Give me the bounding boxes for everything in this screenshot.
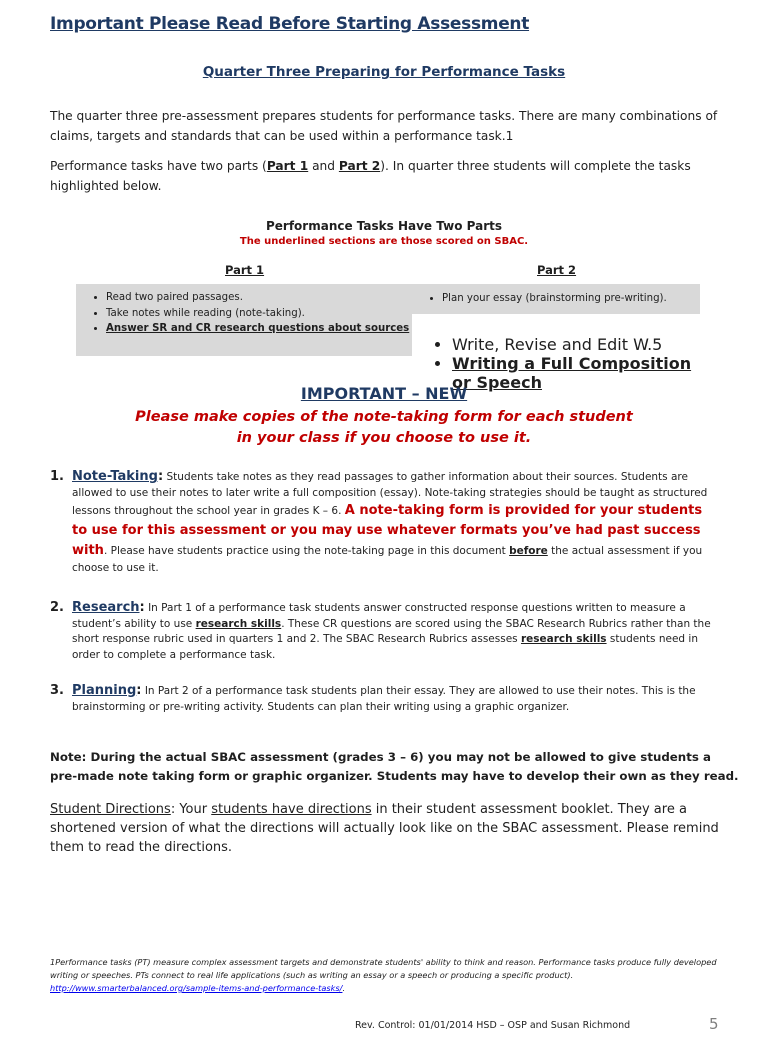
intro-paragraph-1: The quarter three pre-assessment prepares students for performance tasks. There are many combinations of claims, targets and standards that can be used within a performance task.1 <box>50 109 718 143</box>
item-planning <box>50 683 720 715</box>
directions-label: Student Directions <box>50 802 171 817</box>
item-heading: Research <box>72 600 140 615</box>
student-directions <box>50 800 740 857</box>
item-number: 2. <box>50 600 64 615</box>
intro-p2-and: and <box>308 159 339 173</box>
page-number: 5 <box>709 1015 719 1033</box>
footnote-link[interactable]: http://www.smarterbalanced.org/sample-items-and-performance-tasks/ <box>50 983 343 993</box>
item-note-taking <box>50 469 720 577</box>
directions-text: : Your <box>170 802 212 817</box>
part2-label: Part 2 <box>537 263 577 277</box>
important-line-2: in your class if you choose to use it. <box>236 430 532 446</box>
part1-item: • Answer SR and CR research questions about sources <box>106 321 412 337</box>
intro-p2-part1: Part 1 <box>266 159 309 173</box>
part2-top-cell <box>412 284 700 314</box>
item-red-text: A note-taking form is provided for your students to use for this assessment or you may use whatever formats you’ve had past success with <box>72 503 703 558</box>
part2-item: • Writing a Full Composition or Speech <box>452 354 700 392</box>
footnote <box>50 956 730 995</box>
part2-item: • Write, Revise and Edit W.5 <box>452 335 700 354</box>
part1-item: • Take notes while reading (note-taking). <box>106 306 412 322</box>
item-colon: : <box>157 469 164 484</box>
item-number: 3. <box>50 683 64 698</box>
item-heading: Note-Taking <box>72 469 158 484</box>
important-heading: IMPORTANT – NEW <box>300 384 468 403</box>
item-text: . These CR questions are scored using the SBAC Research Rubrics rather than the short response rubric used in quarters 1 and 2. The SBAC Research Rubrics assesses <box>72 617 711 645</box>
item-text: In Part 2 of a performance task students plan their essay. They are allowed to use their notes. This is the brainstorming or pre-writing activity. Students can plan their writing using a graphic organizer. <box>72 685 696 713</box>
footnote-text: 1Performance tasks (PT) measure complex assessment targets and demonstrate students' ability to think and reason. Performance tasks produce fully developed writing or speeches. PTs connect to real life applications (such as writing an essay or a speech or producing a specific product). <box>50 957 717 980</box>
item-text: Students take notes as they read passages to gather information about their sources. Students are allowed to use their notes to later write a full composition (essay). Note-taking strategies should be taught as structured lessons throughout the school year in grades K – 6. <box>72 471 708 517</box>
directions-link-text: students have directions <box>211 802 372 817</box>
item-before: before <box>509 545 548 557</box>
important-line-1: Please make copies of the note-taking form for each student <box>135 409 633 425</box>
item-colon: : <box>136 683 142 698</box>
part2-item: • Plan your essay (brainstorming pre-writing). <box>442 291 700 307</box>
intro-p2-part2: Part 2 <box>338 159 381 173</box>
part1-item: • Read two paired passages. <box>106 290 412 306</box>
revision-control: Rev. Control: 01/01/2014 HSD – OSP and Susan Richmond <box>355 1020 631 1031</box>
item-text: the actual assessment if you choose to use it. <box>72 545 703 574</box>
item-skills: research skills <box>520 633 607 645</box>
intro-paragraph-2 <box>50 156 730 196</box>
page-title: Important Please Read Before Starting Assessment <box>50 14 530 34</box>
part1-label: Part 1 <box>225 263 265 277</box>
part2-bottom-cell <box>412 314 700 392</box>
item-number: 1. <box>50 469 64 484</box>
item-research <box>50 600 720 663</box>
part1-cell <box>76 284 412 356</box>
item-text: students need in order to complete a performance task. <box>72 633 698 661</box>
note-paragraph: Note: During the actual SBAC assessment (grades 3 – 6) you may not be allowed to give students a pre-made note taking form or graphic organizer. Students may have to develop their own as they read. <box>50 750 739 783</box>
item-text: In Part 1 of a performance task students answer constructed response questions written to measure a student’s ability to use <box>72 602 686 630</box>
item-skills: research skills <box>195 617 282 630</box>
directions-text: in their student assessment booklet. They are a shortened version of what the directions will actually look like on the SBAC assessment. Please remind them to read the directions. <box>50 802 719 855</box>
intro-p2-text-a: Performance tasks have two parts ( <box>50 159 267 173</box>
parts-table-title: Performance Tasks Have Two Parts <box>265 219 502 233</box>
parts-table-subtitle: The underlined sections are those scored on SBAC. <box>239 236 529 247</box>
item-heading: Planning <box>72 683 137 698</box>
item-colon: : <box>139 600 145 615</box>
footnote-suffix: . <box>342 983 346 993</box>
section-subtitle: Quarter Three Preparing for Performance Tasks <box>202 64 566 80</box>
item-text: . Please have students practice using the note-taking page in this document <box>103 545 510 557</box>
intro-p2-text-b: ). In quarter three students will complete the tasks highlighted below. <box>50 159 691 193</box>
